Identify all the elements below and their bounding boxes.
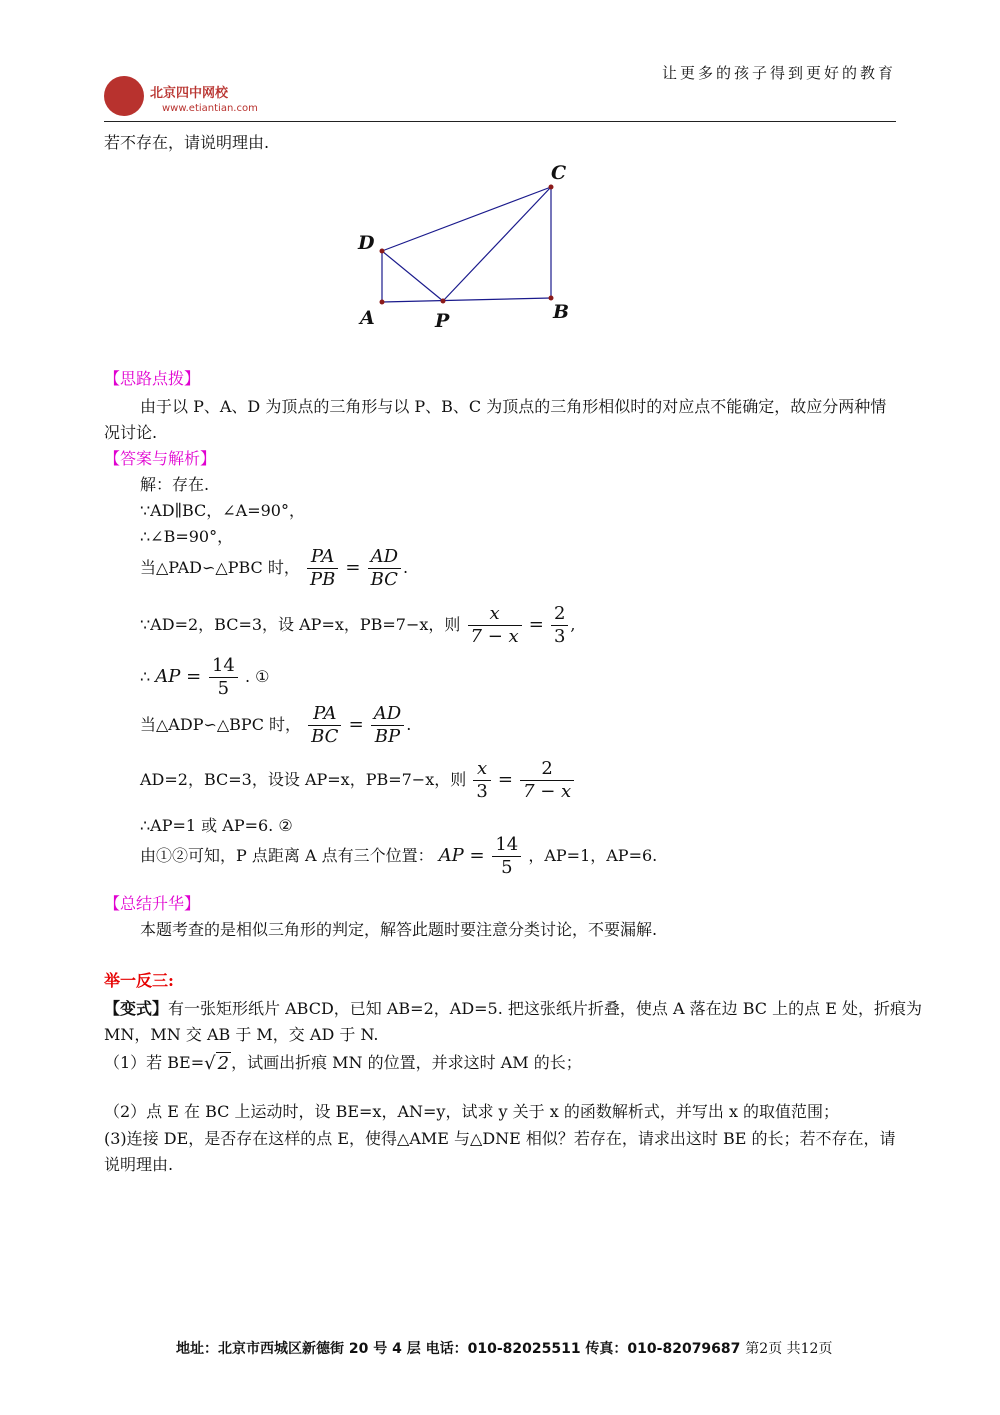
summary-title: 【总结升华】: [104, 894, 201, 913]
variant-text-1: 【变式】有一张矩形纸片 ABCD，已知 AB=2，AD=5. 把这张纸片折叠，使点 A 落在边 BC 上的点 E 处，折痕为: [104, 999, 922, 1018]
point-P: [441, 299, 446, 304]
summary-text: 本题考查的是相似三角形的判定，解答此题时要注意分类讨论，不要漏解.: [140, 920, 658, 939]
logo-url: www.etiantian.com: [162, 103, 258, 114]
fraction: $\frac{14}{5}$: [209, 655, 238, 700]
variant-q1: （1）若 BE=√ 2 ，试画出折痕 MN 的位置，并求这时 AM 的长；: [104, 1053, 582, 1074]
solution-line-9: ∴AP=1 或 AP=6. ②: [140, 816, 293, 835]
fraction: $\frac{AD}{BC}$: [368, 546, 401, 591]
point-B: [549, 296, 554, 301]
solution-line-6: ∴ AP = $\frac{14}{5}$ . ①: [140, 655, 270, 699]
sqrt: √ 2: [204, 1053, 230, 1074]
page-footer: [176, 1338, 832, 1358]
fraction: $\frac{x}{7 - x}$: [468, 603, 522, 648]
label-B: B: [553, 301, 570, 323]
logo-emblem-icon: [104, 76, 144, 116]
solution-line-2: ∵AD∥BC，∠A=90°，: [140, 501, 305, 520]
label-P: P: [435, 310, 450, 332]
intro-line: 若不存在，请说明理由.: [104, 133, 270, 152]
variant-title: 举一反三:: [104, 971, 174, 990]
point-C: [549, 185, 554, 190]
fraction: $\frac{x}{3}$: [473, 758, 490, 803]
variant-text-2: MN，MN 交 AB 于 M，交 AD 于 N.: [104, 1025, 379, 1044]
point-D: [380, 249, 385, 254]
fraction: $\frac{PA}{PB}$: [307, 546, 338, 591]
point-A: [380, 300, 385, 305]
variant-q2: （2）点 E 在 BC 上运动时，设 BE=x，AN=y，试求 y 关于 x 的函数解析式，并写出 x 的取值范围；: [104, 1102, 840, 1121]
header-divider: [104, 121, 896, 122]
label-D: D: [358, 232, 375, 254]
segment-PC: [443, 187, 551, 301]
label-C: C: [551, 162, 567, 184]
label-A: A: [360, 307, 375, 329]
fraction: $\frac{AD}{BP}$: [371, 703, 404, 748]
solution-line-3: ∴∠B=90°，: [140, 527, 234, 546]
header-slogan: 让更多的孩子得到更好的教育: [661, 64, 896, 82]
footer-page-number: 第2页 共12页: [745, 1341, 833, 1357]
logo-brand: 北京四中网校: [150, 86, 229, 101]
geometry-figure: [350, 160, 590, 335]
segment-DP: [382, 251, 443, 301]
solution-line-4: 当△PAD∽△PBC 时， $\frac{PA}{PB}$ = $\frac{AD}{BC}$ .: [140, 546, 409, 590]
fraction: $\frac{2}{3}$: [551, 603, 568, 648]
fraction: $\frac{PA}{BC}$: [308, 703, 341, 748]
fraction: $\frac{2}{7 - x}$: [520, 758, 574, 803]
segment-AB: [382, 298, 551, 302]
solution-line-10: 由①②可知，P 点距离 A 点有三个位置： AP = $\frac{14}{5}$ ，AP=1，AP=6.: [140, 834, 658, 878]
answer-title: 【答案与解析】: [104, 449, 217, 468]
solution-line-1: 解：存在.: [140, 475, 210, 494]
variant-q3-2: 说明理由.: [104, 1155, 174, 1174]
solution-line-5: ∵AD=2，BC=3，设 AP=x，PB=7−x，则 $\frac{x}{7 - x}$ = $\frac{2}{3}$ ,: [140, 603, 576, 647]
variant-q3-1: (3)连接 DE，是否存在这样的点 E，使得△AME 与△DNE 相似？若存在，请求出这时 BE 的长；若不存在，请: [104, 1129, 896, 1148]
site-logo: [104, 76, 304, 118]
solution-line-8: AD=2，BC=3，设设 AP=x，PB=7−x，则 $\frac{x}{3}$ = $\frac{2}{7 - x}$: [140, 758, 576, 803]
solution-line-7: 当△ADP∽△BPC 时， $\frac{PA}{BC}$ = $\frac{AD}{BP}$ .: [140, 703, 412, 747]
footer-address: 地址：北京市西城区新德街 20 号 4 层 电话：010-82025511 传真：010-82079687: [176, 1341, 741, 1357]
segment-DC: [382, 187, 551, 251]
hint-text-2: 况讨论.: [104, 423, 158, 442]
fraction: $\frac{14}{5}$: [492, 834, 521, 879]
hint-text-1: 由于以 P、A、D 为顶点的三角形与以 P、B、C 为顶点的三角形相似时的对应点不能确定，故应分两种情: [140, 397, 887, 416]
hint-title: 【思路点拨】: [104, 369, 201, 388]
